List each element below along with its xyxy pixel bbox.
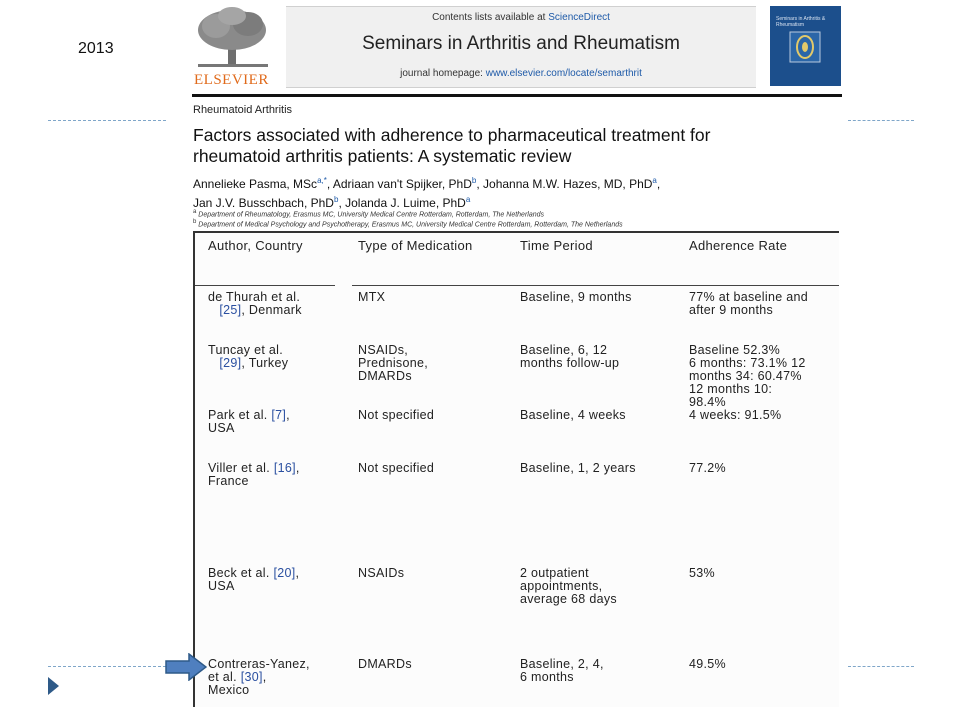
column-header-medication: Type of Medication [358, 238, 473, 253]
year-label: 2013 [78, 40, 114, 57]
header-rule [192, 94, 842, 97]
country-text: , USA [208, 566, 300, 593]
article-title-line: rheumatoid arthritis patients: A systematic review [193, 146, 572, 166]
author-name: , Jolanda J. Luime, PhD [338, 196, 466, 210]
cover-title: Seminars in Arthritis & Rheumatism [776, 16, 826, 28]
column-header-author: Author, Country [208, 238, 303, 253]
table-row-3-rate: 4 weeks: 91.5% [689, 408, 782, 422]
affiliation [193, 209, 544, 218]
table-row-4-author [208, 462, 300, 488]
table-row-2-medication: NSAIDs, Prednisone, DMARDs [358, 343, 429, 383]
homepage-link[interactable]: www.elsevier.com/locate/semarthrit [485, 68, 642, 79]
country-text: , Denmark [241, 303, 302, 317]
author-affil-mark[interactable]: b [333, 195, 339, 204]
header-rule-right [352, 285, 839, 286]
table-row-5-medication: NSAIDs [358, 566, 405, 580]
table-row-6-medication: DMARDs [358, 657, 412, 671]
country-text: , France [208, 461, 300, 488]
author-list [193, 173, 813, 211]
affiliation-mark: b [193, 219, 197, 225]
publisher-name: ELSEVIER [194, 72, 269, 88]
cover-emblem-icon [770, 6, 841, 86]
article-title-line: Factors associated with adherence to pharmaceutical treatment for [193, 125, 711, 145]
table-row-2-rate: Baseline 52.3% 6 months: 73.1% 12 months 34: 60.47% 12 months 10: 98.4% [689, 343, 806, 409]
table-row-4-medication: Not specified [358, 461, 435, 475]
affiliation-text: Department of Medical Psychology and Psychotherapy, Erasmus MC, University Medical Centre Rotterdam, Rotterdam, The Netherlands [196, 221, 623, 229]
table-row-1-author [208, 291, 302, 317]
column-header-rate: Adherence Rate [689, 238, 788, 253]
divider-bottom-right [848, 666, 914, 667]
divider-bottom-left [48, 666, 166, 667]
table-row-6-period: Baseline, 2, 4, 6 months [520, 657, 604, 684]
reference-link[interactable]: [16] [273, 461, 296, 475]
table-row-1-medication: MTX [358, 290, 386, 304]
table-row-1-rate: 77% at baseline and after 9 months [689, 290, 808, 317]
table-row-5-rate: 53% [689, 566, 715, 580]
author-text: de Thurah et al. [208, 290, 301, 304]
author-affil-mark[interactable]: a,* [317, 176, 327, 185]
table-row-5-period: 2 outpatient appointments, average 68 days [520, 566, 617, 606]
reference-link[interactable]: [29] [219, 356, 242, 370]
table-row-3-medication: Not specified [358, 408, 435, 422]
author-text: Park et al. [208, 408, 272, 422]
contents-prefix: Contents lists available at [432, 12, 549, 23]
journal-header [286, 6, 756, 88]
table-row-2-author [208, 344, 288, 370]
header-rule-left [195, 285, 335, 286]
table-row-6-rate: 49.5% [689, 657, 726, 671]
author-line [193, 173, 813, 192]
author-name: Annelieke Pasma, MSc [193, 177, 318, 191]
contents-line [286, 12, 756, 23]
reference-link[interactable]: [20] [273, 566, 296, 580]
author-name: , Adriaan van't Spijker, PhD [326, 177, 472, 191]
tree-icon [192, 6, 274, 72]
sciencedirect-link[interactable]: ScienceDirect [548, 12, 610, 23]
country-text: , Mexico [208, 670, 267, 697]
author-affil-mark[interactable]: a [652, 176, 657, 185]
table-row-3-author [208, 409, 290, 435]
author-text: Tuncay et al. [208, 343, 283, 357]
table-row-4-rate: 77.2% [689, 461, 726, 475]
reference-link[interactable]: [25] [219, 303, 242, 317]
article-title [193, 125, 793, 167]
affiliation-text: Department of Rheumatology, Erasmus MC, University Medical Centre Rotterdam, Rotterdam, The Netherlands [196, 211, 545, 219]
author-affil-mark[interactable]: b [471, 176, 477, 185]
divider-top-left [48, 120, 166, 121]
journal-title: Seminars in Arthritis and Rheumatism [362, 33, 680, 54]
author-text: Beck et al. [208, 566, 274, 580]
author-text: Viller et al. [208, 461, 274, 475]
table-row-1-period: Baseline, 9 months [520, 290, 632, 304]
table-row-5-author [208, 567, 299, 593]
author-name: Jan J.V. Busschbach, PhD [193, 196, 334, 210]
bullet-icon [48, 677, 59, 695]
table-border-left [193, 231, 195, 707]
affiliation [193, 219, 623, 228]
affiliation-mark: a [193, 209, 197, 215]
column-header-period: Time Period [520, 238, 593, 253]
author-separator: , [656, 177, 661, 191]
divider-top-right [848, 120, 914, 121]
right-arrow-icon [165, 653, 207, 681]
reference-link[interactable]: [30] [240, 670, 263, 684]
homepage-prefix: journal homepage: [400, 68, 486, 79]
author-name: , Johanna M.W. Hazes, MD, PhD [476, 177, 653, 191]
author-text: Contreras-Yanez, et al. [208, 657, 310, 684]
table-row-3-period: Baseline, 4 weeks [520, 408, 626, 422]
table-row-4-period: Baseline, 1, 2 years [520, 461, 636, 475]
country-text: , USA [208, 408, 290, 435]
reference-link[interactable]: [7] [271, 408, 287, 422]
table-row-6-author [208, 658, 310, 697]
table-row-2-period: Baseline, 6, 12 months follow-up [520, 343, 620, 370]
country-text: , Turkey [241, 356, 289, 370]
homepage-line [286, 68, 756, 79]
author-affil-mark[interactable]: a [465, 195, 471, 204]
journal-cover [770, 6, 841, 86]
table-border-top [193, 231, 839, 233]
publisher-logo [192, 6, 282, 92]
section-label: Rheumatoid Arthritis [193, 104, 293, 116]
